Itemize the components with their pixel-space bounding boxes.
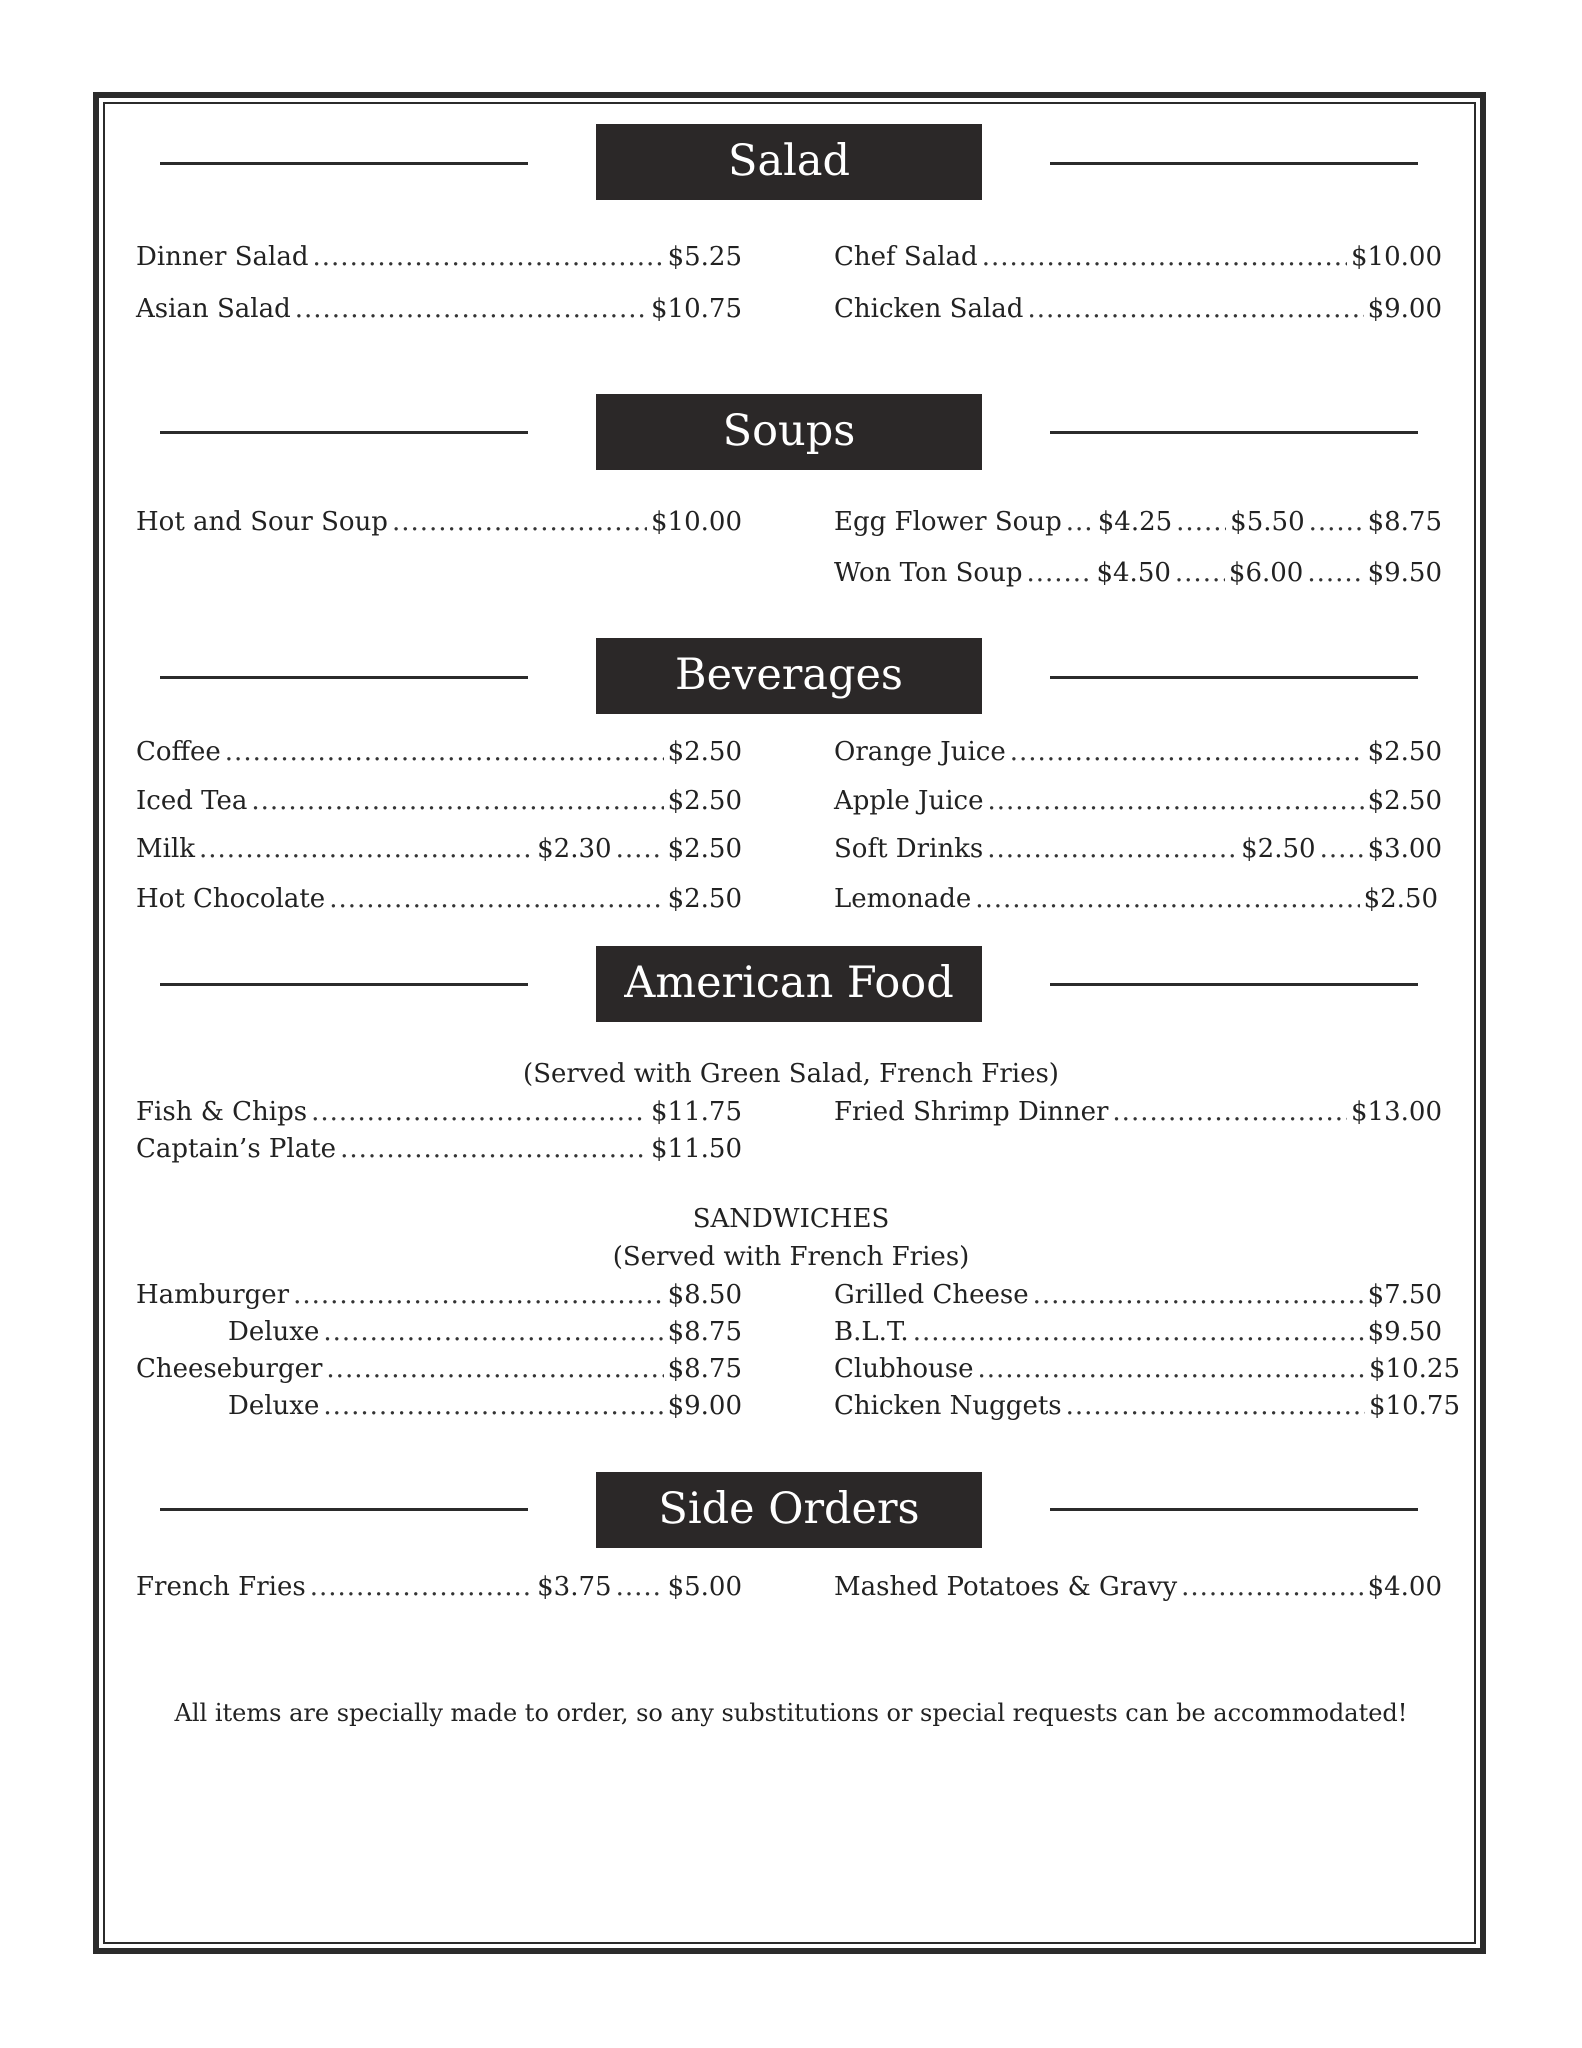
soups-rule-left xyxy=(160,431,528,434)
menu-item: Dinner Salad ..... $5.25 xyxy=(136,242,742,272)
menu-item: Egg Flower Soup ..... $4.25 ..... $5.50 ..... $8.75 xyxy=(834,507,1442,537)
menu-border-inner xyxy=(103,102,1476,1944)
beverages-rule-right xyxy=(1050,676,1418,679)
menu-item: Orange Juice ..... $2.50 xyxy=(834,737,1442,767)
soups-heading: Soups xyxy=(596,394,982,470)
menu-item: Chicken Salad ..... $9.00 xyxy=(834,294,1442,324)
menu-item: Cheeseburger ..... $8.75 xyxy=(136,1354,742,1384)
menu-item: Fish & Chips ..... $11.75 xyxy=(136,1097,742,1127)
menu-item: Apple Juice ..... $2.50 xyxy=(834,786,1442,816)
menu-item: Captain’s Plate ..... $11.50 xyxy=(136,1134,742,1164)
soups-rule-right xyxy=(1050,431,1418,434)
menu-item: Milk ..... $2.30 ..... $2.50 xyxy=(136,834,742,864)
menu-item: Chef Salad ..... $10.00 xyxy=(834,242,1442,272)
menu-item: Iced Tea ..... $2.50 xyxy=(136,786,742,816)
menu-item: Clubhouse ..... $10.25 xyxy=(834,1354,1460,1384)
beverages-heading: Beverages xyxy=(596,638,982,714)
menu-item: Won Ton Soup ..... $4.50 ..... $6.00 ..... $9.50 xyxy=(834,558,1442,588)
sides-rule-right xyxy=(1050,1508,1418,1511)
menu-item: Hamburger ..... $8.50 xyxy=(136,1280,742,1310)
menu-item: Coffee ..... $2.50 xyxy=(136,737,742,767)
footer-note: All items are specially made to order, so any substitutions or special requests can be accommodated! xyxy=(174,1699,1408,1727)
menu-item: Grilled Cheese ..... $7.50 xyxy=(834,1280,1442,1310)
side-orders-heading: Side Orders xyxy=(596,1472,982,1548)
menu-item: Lemonade ..... $2.50 xyxy=(834,884,1438,914)
salad-rule-left xyxy=(160,162,528,165)
american-served-note: (Served with Green Salad, French Fries) xyxy=(523,1059,1059,1089)
menu-item: Hot Chocolate ..... $2.50 xyxy=(136,884,742,914)
beverages-rule-left xyxy=(160,676,528,679)
american-rule-right xyxy=(1050,983,1418,986)
menu-item: Hot and Sour Soup ..... $10.00 xyxy=(136,507,742,537)
menu-item: Soft Drinks ..... $2.50 ..... $3.00 xyxy=(834,834,1442,864)
american-rule-left xyxy=(160,983,528,986)
salad-rule-right xyxy=(1050,162,1418,165)
salad-heading: Salad xyxy=(596,124,982,200)
sandwiches-served-note: (Served with French Fries) xyxy=(612,1242,970,1272)
menu-item: Mashed Potatoes & Gravy ..... $4.00 xyxy=(834,1572,1442,1602)
menu-item: Fried Shrimp Dinner ..... $13.00 xyxy=(834,1097,1442,1127)
sandwiches-heading: SANDWICHES xyxy=(692,1204,890,1234)
menu-item: Chicken Nuggets ..... $10.75 xyxy=(834,1391,1460,1421)
menu-item: French Fries ..... $3.75 ..... $5.00 xyxy=(136,1572,742,1602)
menu-item: Deluxe ..... $8.75 xyxy=(228,1317,742,1347)
menu-item: Asian Salad ..... $10.75 xyxy=(136,294,742,324)
menu-item: Deluxe ..... $9.00 xyxy=(228,1391,742,1421)
american-food-heading: American Food xyxy=(596,946,982,1022)
menu-item: B.L.T. ..... $9.50 xyxy=(834,1317,1442,1347)
sides-rule-left xyxy=(160,1508,528,1511)
